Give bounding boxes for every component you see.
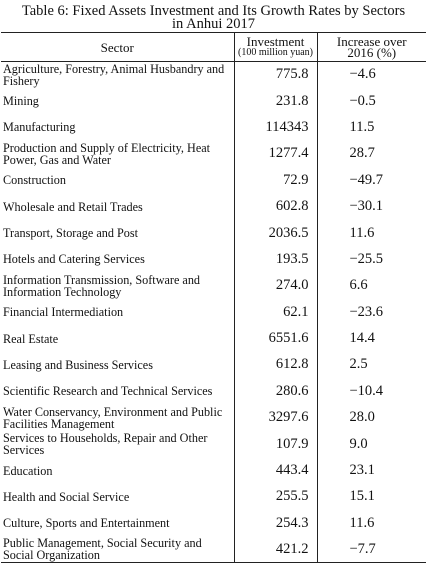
table-row [1, 62, 426, 88]
table-row [1, 431, 426, 457]
investment-cell: 602.8 [234, 193, 317, 219]
sector-cell: Production and Supply of Electricity, Heat Power, Gas and Water [1, 141, 234, 167]
table-row [1, 405, 426, 431]
sector-cell: Services to Households, Repair and Other Services [1, 431, 234, 457]
table-row [1, 378, 426, 404]
increase-cell: 14.4 [349, 330, 375, 347]
increase-cell: 11.5 [349, 118, 375, 135]
increase-cell: −10.4 [349, 382, 384, 399]
sector-cell: Hotels and Catering Services [1, 246, 234, 272]
investment-cell: 114343 [234, 114, 317, 140]
investment-cell: 193.5 [234, 246, 317, 272]
investment-cell: 6551.6 [234, 325, 317, 351]
table-row [1, 325, 426, 351]
increase-cell: −25.5 [349, 250, 384, 267]
investment-cell: 443.4 [234, 457, 317, 483]
increase-cell: 28.0 [349, 409, 375, 426]
table-row [1, 193, 426, 219]
sector-cell: Culture, Sports and Entertainment [1, 510, 234, 536]
investment-cell: 107.9 [234, 431, 317, 457]
increase-cell: 6.6 [349, 277, 368, 294]
investment-cell: 775.8 [234, 62, 317, 88]
increase-cell: −49.7 [349, 171, 384, 188]
table-row [1, 273, 426, 299]
increase-cell: 28.7 [349, 145, 375, 162]
table-row [1, 299, 426, 325]
increase-cell: 2.5 [349, 356, 368, 373]
investment-cell: 62.1 [234, 299, 317, 325]
table-header [1, 33, 426, 62]
table-row [1, 141, 426, 167]
header-investment-label: Investment [246, 34, 305, 49]
investment-cell: 2036.5 [234, 220, 317, 246]
table-row [1, 457, 426, 483]
header-increase [317, 33, 426, 62]
sector-cell: Education [1, 457, 234, 483]
table-row [1, 114, 426, 140]
investment-cell: 254.3 [234, 510, 317, 536]
increase-cell: 9.0 [349, 435, 368, 452]
table-title [0, 5, 427, 31]
increase-cell: 23.1 [349, 462, 375, 479]
increase-cell: −23.6 [349, 303, 384, 320]
investment-cell: 1277.4 [234, 141, 317, 167]
investment-cell: 421.2 [234, 537, 317, 563]
sector-cell: Manufacturing [1, 114, 234, 140]
increase-cell: −7.7 [349, 540, 376, 557]
investment-cell: 274.0 [234, 273, 317, 299]
sector-cell: Public Management, Social Security and Social Organization [1, 537, 234, 563]
increase-cell: −0.5 [349, 92, 376, 109]
table-row [1, 220, 426, 246]
sector-cell: Scientific Research and Technical Services [1, 378, 234, 404]
title-line-1: Table 6: Fixed Assets Investment and Its Growth Rates by Sectors [21, 3, 406, 19]
sector-cell: Agriculture, Forestry, Animal Husbandry and Fishery [1, 62, 234, 88]
header-sector: Sector [1, 33, 234, 62]
increase-cell: −30.1 [349, 198, 384, 215]
table-row [1, 88, 426, 114]
header-investment-unit: (100 million yuan) [238, 47, 313, 58]
sector-cell: Water Conservancy, Environment and Public Facilities Management [1, 405, 234, 431]
sector-cell: Leasing and Business Services [1, 352, 234, 378]
sector-cell: Information Transmission, Software and Information Technology [1, 273, 234, 299]
sector-cell: Real Estate [1, 325, 234, 351]
table-row [1, 484, 426, 510]
increase-cell: 11.6 [349, 514, 375, 531]
increase-cell: 15.1 [349, 488, 375, 505]
sector-cell: Wholesale and Retail Trades [1, 193, 234, 219]
sector-cell: Transport, Storage and Post [1, 220, 234, 246]
investment-cell: 231.8 [234, 88, 317, 114]
table-row [1, 510, 426, 536]
table-row [1, 352, 426, 378]
table-row [1, 537, 426, 563]
table-row [1, 246, 426, 272]
data-table [1, 32, 426, 563]
investment-cell: 255.5 [234, 484, 317, 510]
header-increase-line-1: Increase over [336, 34, 407, 49]
investment-cell: 280.6 [234, 378, 317, 404]
sector-cell: Health and Social Service [1, 484, 234, 510]
increase-cell: −4.6 [349, 66, 376, 83]
increase-cell: 11.6 [349, 224, 375, 241]
title-line-2: in Anhui 2017 [172, 16, 255, 32]
investment-cell: 612.8 [234, 352, 317, 378]
sector-cell: Mining [1, 88, 234, 114]
header-increase-line-2: 2016 (%) [347, 45, 397, 60]
sector-cell: Construction [1, 167, 234, 193]
table-row [1, 167, 426, 193]
header-row [1, 33, 426, 62]
header-investment [234, 33, 317, 62]
investment-cell: 3297.6 [234, 405, 317, 431]
sector-cell: Financial Intermediation [1, 299, 234, 325]
table-body [1, 62, 426, 563]
investment-cell: 72.9 [234, 167, 317, 193]
